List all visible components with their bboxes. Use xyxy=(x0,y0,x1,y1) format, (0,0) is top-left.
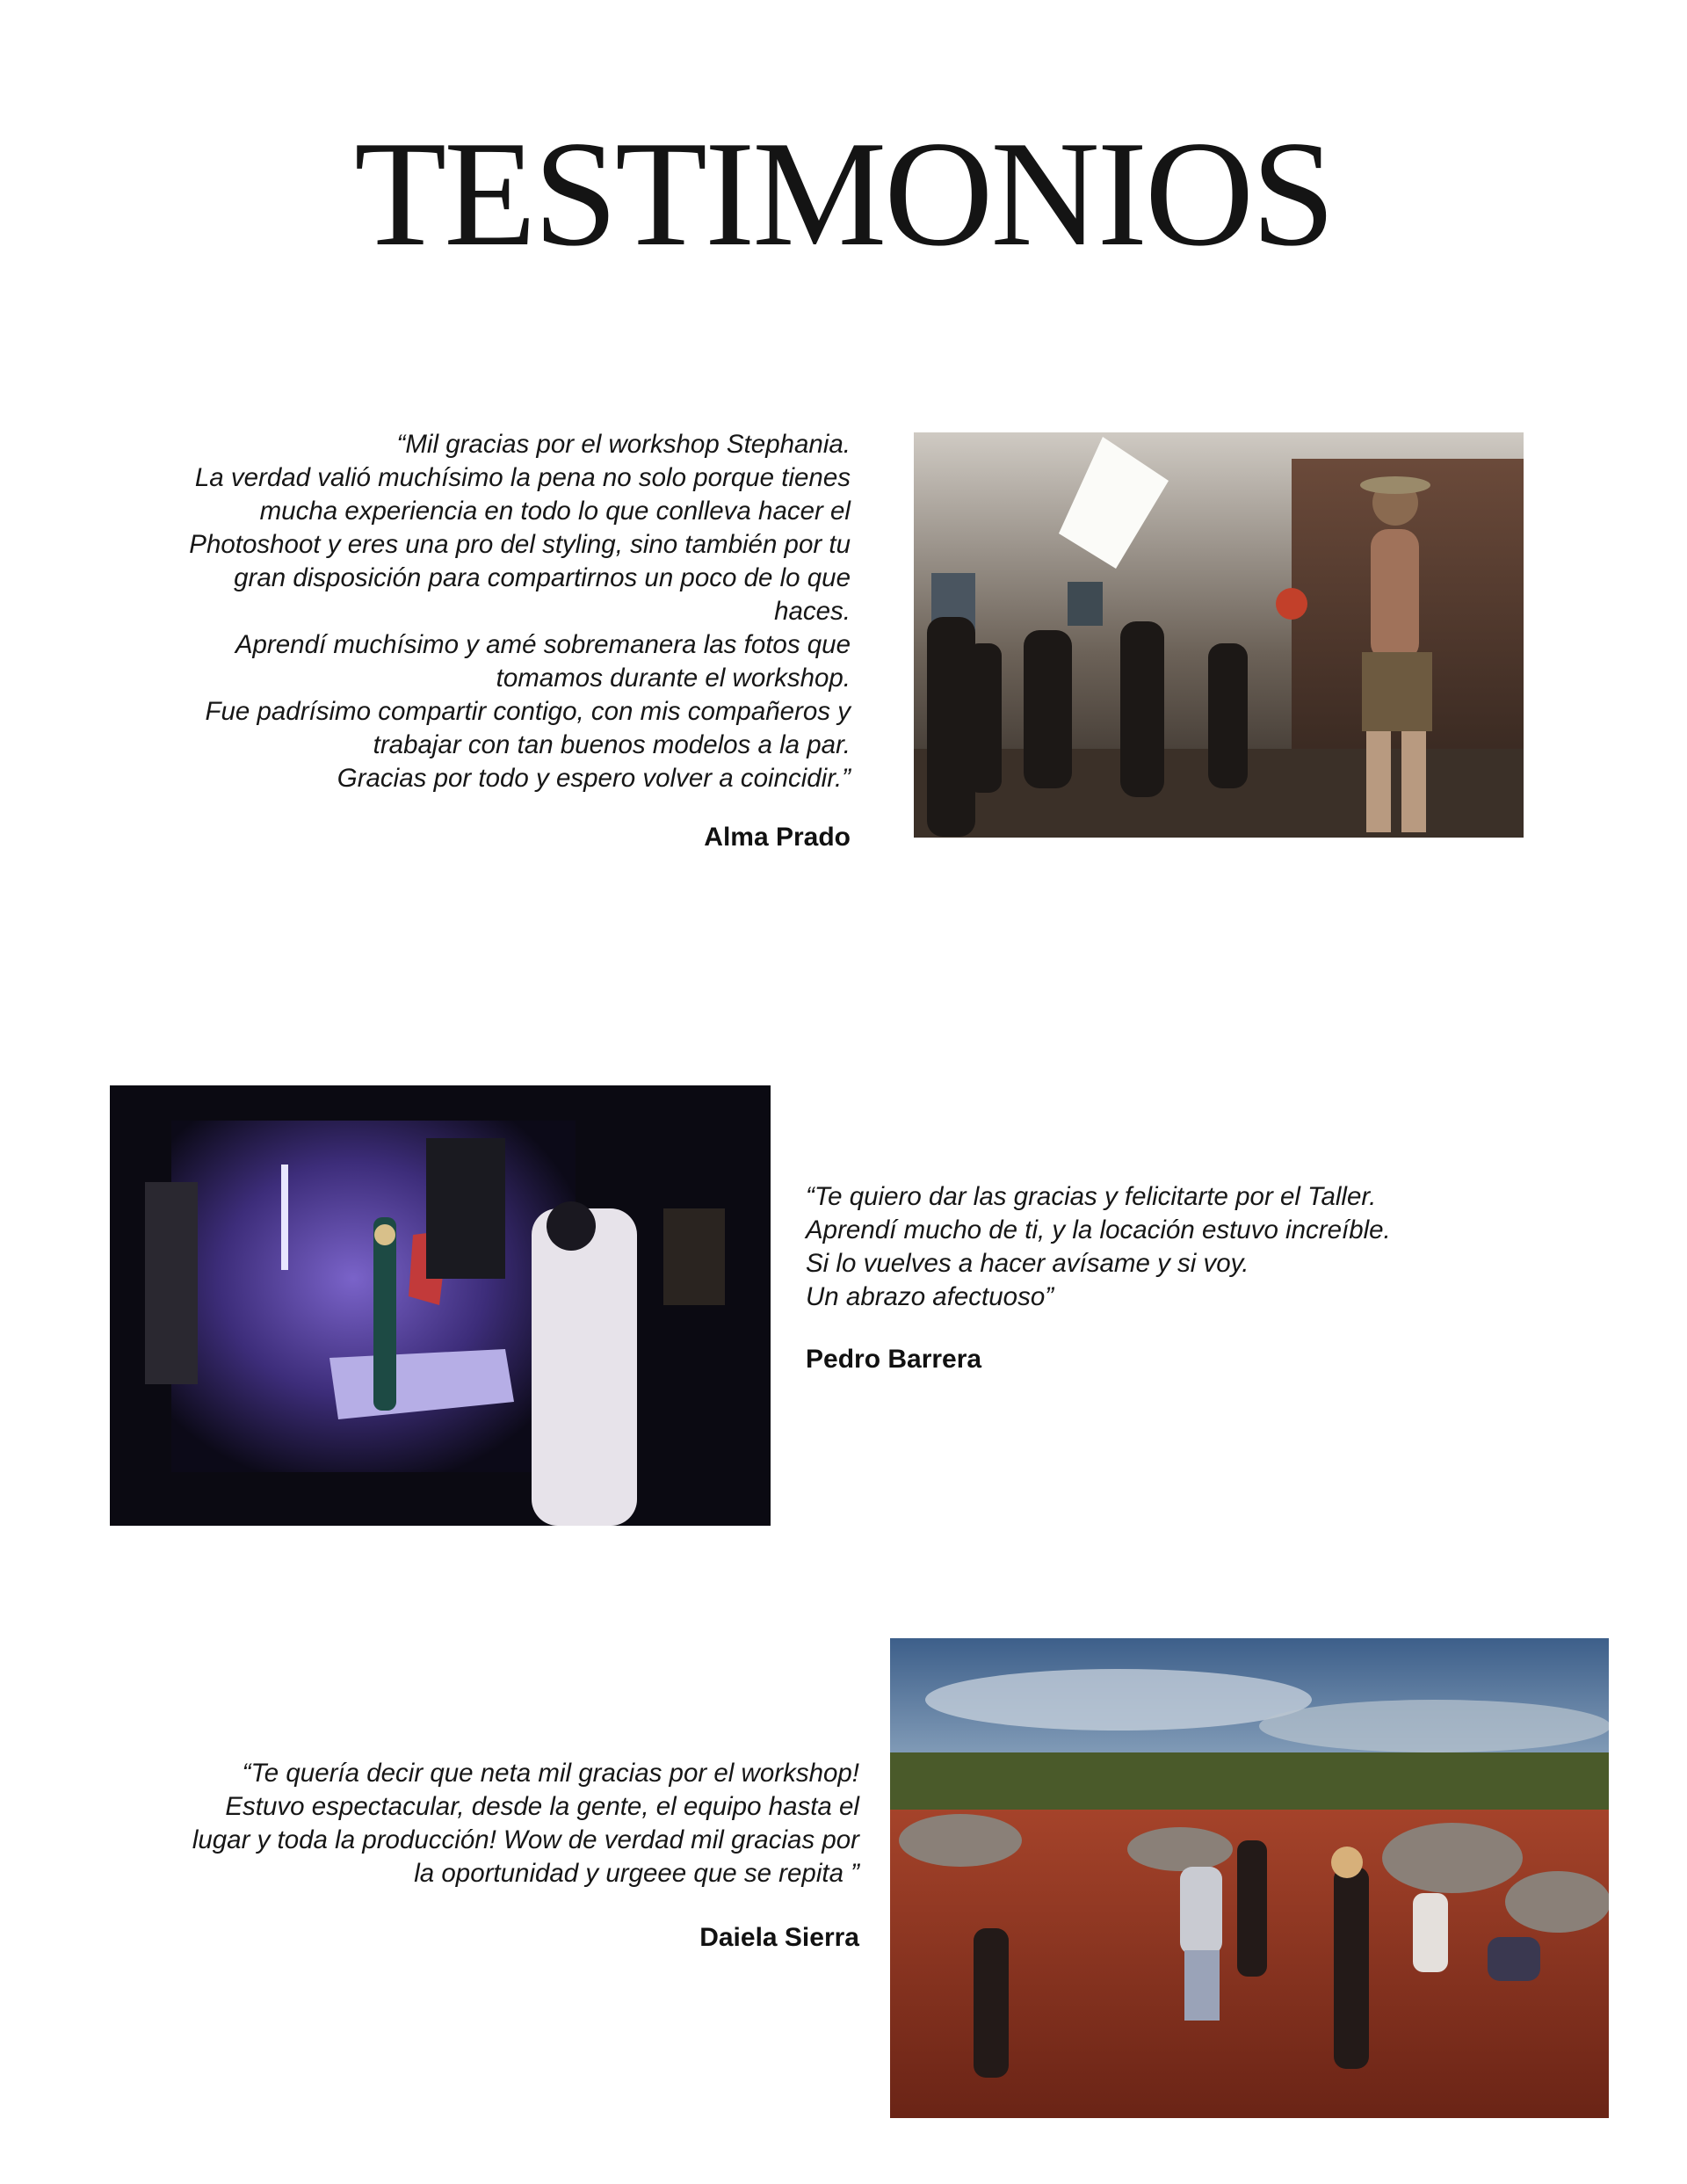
testimonial-3-quote xyxy=(69,1757,859,1890)
quote-line: tomamos durante el workshop. xyxy=(496,664,851,693)
quote-line: Gracias por todo y espero volver a coincidir.” xyxy=(337,764,851,793)
studio-photoshoot-workshop-photo xyxy=(914,432,1524,838)
quote-line: Aprendí mucho de ti, y la locación estuvo increíble. xyxy=(806,1215,1391,1244)
quote-line: trabajar con tan buenos modelos a la par. xyxy=(373,730,851,759)
quote-line: “Te quería decir que neta mil gracias por el workshop! xyxy=(242,1759,859,1788)
quote-line: Photoshoot y eres una pro del styling, sino también por tu xyxy=(189,530,851,559)
testimonial-1-author: Alma Prado xyxy=(704,823,851,852)
quote-line: “Mil gracias por el workshop Stephania. xyxy=(396,430,851,459)
quote-line: lugar y toda la producción! Wow de verdad mil gracias por xyxy=(192,1825,859,1854)
purple-light-studio-photo xyxy=(110,1085,771,1526)
quote-line: Estuvo espectacular, desde la gente, el equipo hasta el xyxy=(225,1792,859,1821)
testimonial-2-author: Pedro Barrera xyxy=(806,1345,982,1374)
quote-line: “Te quiero dar las gracias y felicitarte por el Taller. xyxy=(806,1182,1377,1211)
quote-line: gran disposición para compartirnos un poco de lo que xyxy=(234,563,851,592)
quote-line: Fue padrísimo compartir contigo, con mis compañeros y xyxy=(205,697,851,726)
outdoor-red-earth-photoshoot-photo xyxy=(890,1638,1609,2118)
quote-line: la oportunidad y urgeee que se repita ” xyxy=(414,1859,859,1888)
quote-line: mucha experiencia en todo lo que conlleva hacer el xyxy=(259,497,851,526)
quote-line: Un abrazo afectuoso” xyxy=(806,1282,1054,1311)
quote-line: Si lo vuelves a hacer avísame y si voy. xyxy=(806,1249,1249,1278)
quote-line: haces. xyxy=(774,597,851,626)
testimonial-3-author: Daiela Sierra xyxy=(699,1923,859,1952)
testimonial-1-quote xyxy=(60,428,851,795)
page-title: TESTIMONIOS xyxy=(354,111,1333,278)
quote-line: Aprendí muchísimo y amé sobremanera las fotos que xyxy=(235,630,851,659)
testimonial-2-quote xyxy=(806,1180,1596,1314)
quote-line: La verdad valió muchísimo la pena no solo porque tienes xyxy=(194,463,851,492)
